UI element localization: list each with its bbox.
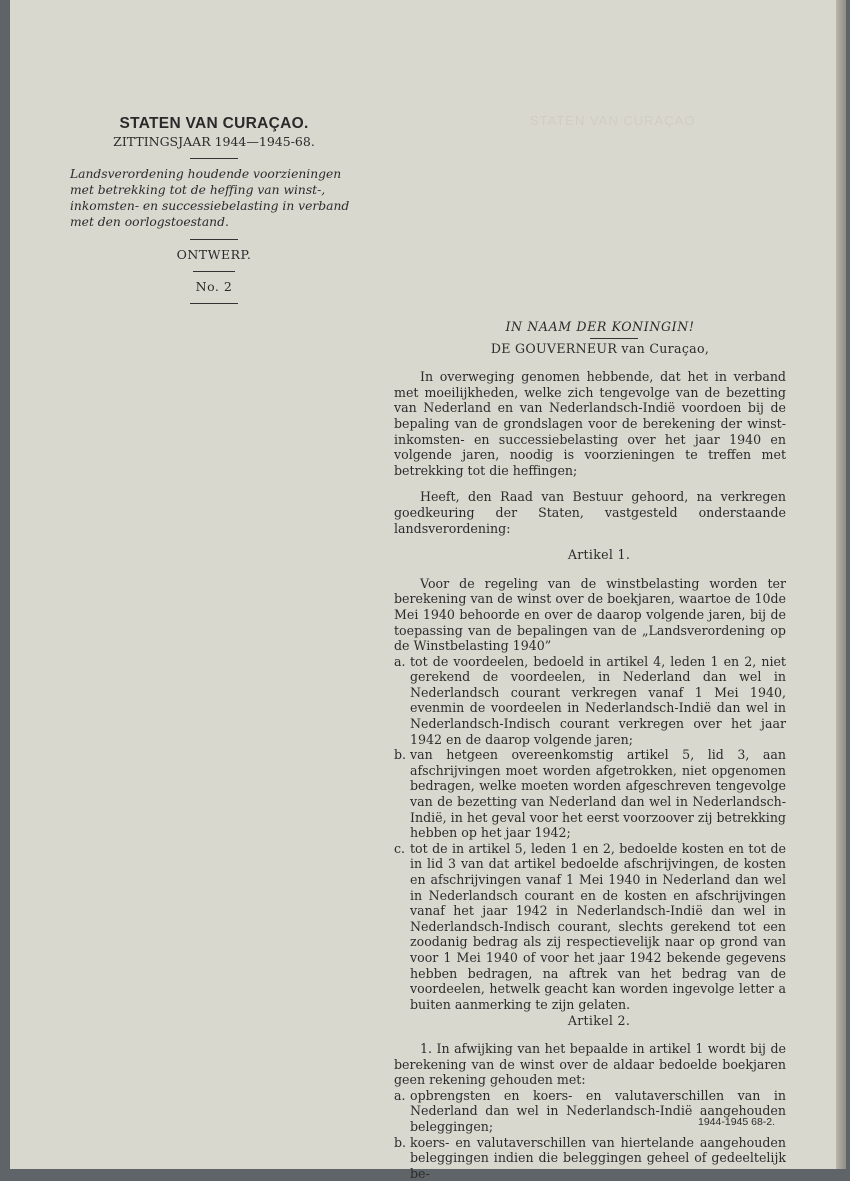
list-item — [394, 1135, 786, 1181]
list-item-label: a. — [394, 1088, 410, 1135]
article-1-heading: Artikel 1. — [412, 547, 786, 563]
divider — [190, 303, 238, 304]
page-reference: 1944-1945 68-2. — [698, 1116, 775, 1128]
list-item-text: tot de voordeelen, bedoeld in artikel 4, leden 1 en 2, niet gerekend de voordeelen, in Nederland dan wel in Nederlandsch courant verkregen vanaf 1 Mei 1940, evenmin de voordeelen in Nederlandsch-Indië dan wel in Nederlandsch-Indisch courant verkregen over het jaar 1942 en de daarop volgende jaren; — [410, 654, 786, 748]
divider — [193, 271, 235, 272]
list-item-text: van hetgeen overeenkomstig artikel 5, lid 3, aan afschrijvingen moet worden afgetrokken, niet opgenomen bedragen, welke moeten worden afgeschreven tengevolge van de bezetting van Nederland dan wel in Nederlandsch-Indië, in het geval voor het eerst voorzoover zij betrekking hebben op het jaar 1942; — [410, 747, 786, 841]
document-number: No. 2 — [64, 279, 364, 294]
divider — [190, 239, 238, 240]
enactment-paragraph: Heeft, den Raad van Bestuur gehoord, na verkregen goedkeuring der Staten, vastgesteld onderstaande landsverordening: — [394, 489, 786, 536]
draft-label: ONTWERP. — [64, 247, 364, 262]
issuer: DE GOUVERNEUR van Curaçao, — [414, 341, 786, 357]
list-item-text: tot de in artikel 5, leden 1 en 2, bedoelde kosten en tot de in lid 3 van dat artikel bedoelde afschrijvingen, de kosten en afschrijvingen vanaf 1 Mei 1940 in Nederland dan wel in Nederlandsch courant en de kosten en afschrijvingen vanaf het jaar 1942 in Nederlandsch-Indië dan wel in Nederlandsch-Indisch courant, slechts gerekend tot een zoodanig bedrag als zij respectievelijk naar op grond van voor 1 Mei 1940 of voor het jaar 1942 bekende gegevens hebben bedragen, na aftrek van het bedrag van de voordeelen, hetwelk geacht kan worden ingevolge letter a buiten aanmerking te zijn gelaten. — [410, 841, 786, 1013]
bleed-through-text: STATEN VAN CURAÇAO — [530, 113, 695, 128]
article-1-intro: Voor de regeling van de winstbelasting worden ter berekening van de winst over de boekjaren, waartoe de 10de Mei 1940 behoorde en over de daarop volgende jaren, bij de toepassing van de bepalingen van de „Landsverordening op de Winstbelasting 1940” — [394, 576, 786, 654]
ordinance-title: Landsverordening houdende voorzieningen met betrekking tot de heffing van winst-, inkomsten- en successiebelasting in verband met den oorlogstoestand. — [64, 166, 364, 230]
considering-paragraph: In overweging genomen hebbende, dat het in verband met moeilijkheden, welke zich tengevolge van de bezetting van Nederland en van Nederlandsch-Indië voordoen bij de bepaling van de grondslagen voor de berekening der winst- inkomsten- en successiebelasting over het jaar 1940 en volgende jaren, noodig is voorzieningen te treffen met betrekking tot die heffingen; — [394, 369, 786, 478]
list-item-text: opbrengsten en koers- en valutaverschillen van in Nederland dan wel in Nederlandsch-Indië aangehouden beleggingen; — [410, 1088, 786, 1135]
ordinance-body — [394, 319, 786, 1181]
list-item — [394, 654, 786, 748]
list-item-label: c. — [394, 841, 410, 1013]
document-page — [10, 0, 836, 1169]
invocation: IN NAAM DER KONINGIN! — [414, 319, 786, 335]
list-item — [394, 841, 786, 1013]
assembly-title: STATEN VAN CURAÇAO. — [64, 115, 364, 133]
article-2-heading: Artikel 2. — [412, 1013, 786, 1029]
list-item-label: b. — [394, 1135, 410, 1181]
list-item-label: b. — [394, 747, 410, 841]
document-header — [64, 115, 364, 311]
divider — [590, 338, 638, 339]
list-item-text: koers- en valutaverschillen van hiertelande aangehouden beleggingen indien die beleggingen geheel of gedeeltelijk be- — [410, 1135, 786, 1181]
article-2-intro: 1. In afwijking van het bepaalde in artikel 1 wordt bij de berekening van de winst over de aldaar bedoelde boekjaren geen rekening gehouden met: — [394, 1041, 786, 1088]
session-year: ZITTINGSJAAR 1944—1945-68. — [64, 134, 364, 149]
list-item — [394, 747, 786, 841]
list-item-label: a. — [394, 654, 410, 748]
divider — [190, 158, 238, 159]
